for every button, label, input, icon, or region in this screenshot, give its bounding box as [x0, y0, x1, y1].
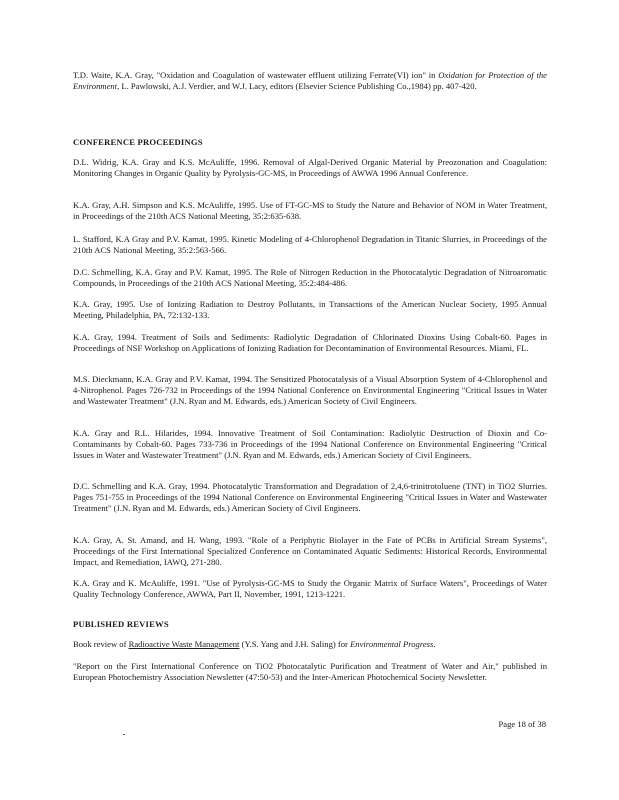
- conference-entry: K.A. Gray and R.L. Hilarides, 1994. Innovative Treatment of Soil Contamination: Radiolytic Destruction of Dioxin and Co-Contaminants by Cobalt-60. Pages 733-736 in Proceedings of the 1994 National Conference on Environmental Engineering "Critical Issues in Water and Wastewater Treatment" (J.N. Ryan and M. Edwards, eds.) American Society of Civil Engineers.: [73, 428, 547, 461]
- conference-entry: K.A. Gray, A. St. Amand, and H. Wang, 1993. "Role of a Periphytic Biolayer in the Fate of PCBs in Artificial Stream Systems", Proceedings of the First International Specialized Conference on Contaminated Aquatic Sediments: Historical Records, Environmental Impact, and Remediation, IAWQ, 271-280.: [73, 535, 547, 568]
- page-number: Page 18 of 38: [498, 719, 546, 729]
- conference-entry: D.C. Schmelling, K.A. Gray and P.V. Kamat, 1995. The Role of Nitrogen Reduction in the Photocatalytic Degradation of Nitroaromatic Compounds, in Proceedings of the 210th ACS National Meeting, 35:2:484-486.: [73, 267, 547, 289]
- top-entry-book-title: Oxidation for Protection of the Environment: [73, 70, 547, 92]
- top-entry-text: T.D. Waite, K.A. Gray, "Oxidation and Coagulation of wastewater effluent utilizing Ferrate(VI) ion" in: [73, 70, 439, 80]
- conference-entry: L. Stafford, K.A Gray and P.V. Kamat, 1995. Kinetic Modeling of 4-Chlorophenol Degradation in Titanic Slurries, in Proceedings of the 210th ACS National Meeting, 35:2:563-566.: [73, 234, 547, 256]
- review-entry: [73, 639, 547, 650]
- scan-speck: [123, 734, 125, 735]
- review-book-title: Radioactive Waste Management: [128, 639, 240, 649]
- conference-entry: K.A. Gray and K. McAuliffe, 1991. "Use of Pyrolysis-GC-MS to Study the Organic Matrix of Surface Waters", Proceedings of Water Quality Technology Conference, AWWA, Part II, November, 1991, 1213-1221.: [73, 578, 547, 600]
- published-reviews-heading: PUBLISHED REVIEWS: [73, 619, 169, 629]
- review-entry: "Report on the First International Conference on TiO2 Photocatalytic Purification and Treatment of Water and Air," published in European Photochemistry Association Newsletter (47:50-53) and the Inter-American Photochemical Society Newsletter.: [73, 661, 547, 683]
- conference-entry: K.A. Gray, A.H. Simpson and K.S. McAuliffe, 1995. Use of FT-GC-MS to Study the Nature and Behavior of NOM in Water Treatment, in Proceedings of the 210th ACS National Meeting, 35:2:635-638.: [73, 200, 547, 222]
- top-entry: [73, 70, 547, 92]
- conference-proceedings-heading: CONFERENCE PROCEEDINGS: [73, 137, 203, 147]
- conference-entry: D.C. Schmelling and K.A. Gray, 1994. Photocatalytic Transformation and Degradation of 2,4,6-trinitrotoluene (TNT) in TiO2 Slurries. Pages 751-755 in Proceedings of the 1994 National Conference on Environmental Engineering "Critical Issues in Water and Wastewater Treatment" (J.N. Ryan and M. Edwards, eds.) American Society of Civil Engineers.: [73, 481, 547, 514]
- conference-entry: D.L. Widrig, K.A. Gray and K.S. McAuliffe, 1996. Removal of Algal-Derived Organic Material by Preozonation and Coagulation: Monitoring Changes in Organic Quality by Pyrolysis-GC-MS, in Proceedings of AWWA 1996 Annual Conference.: [73, 157, 547, 179]
- conference-entry: M.S. Dieckmann, K.A. Gray and P.V. Kamat, 1994. The Sensitized Photocatalysis of a Visual Absorption System of 4-Chlorophenol and 4-Nitrophenol. Pages 726-732 in Proceedings of the 1994 National Conference on Environmental Engineering "Critical Issues in Water and Wastewater Treatment" (J.N. Ryan and M. Edwards, eds.) American Society of Civil Engineers.: [73, 374, 547, 407]
- review-text-end: .: [433, 639, 436, 649]
- top-entry-text-end: , L. Pawlowski, A.J. Verdier, and W.J. Lacy, editors (Elsevier Science Publishing Co.,1984) pp. 407-420.: [117, 81, 477, 92]
- conference-entry: K.A. Gray, 1995. Use of Ionizing Radiation to Destroy Pollutants, in Transactions of the American Nuclear Society, 1995 Annual Meeting, Philadelphia, PA, 72:132-133.: [73, 299, 547, 321]
- review-text: Book review of: [73, 639, 129, 649]
- review-journal-title: Environmental Progress: [350, 639, 434, 649]
- conference-entry: K.A. Gray, 1994. Treatment of Soils and Sediments: Radiolytic Degradation of Chlorinated Dioxins Using Cobalt-60. Pages in Proceedings of NSF Workshop on Applications of Ionizing Radiation for Decontamination of Environmental Resources. Miami, FL.: [73, 332, 547, 354]
- review-text-mid: (Y.S. Yang and J.H. Saling) for: [239, 639, 351, 649]
